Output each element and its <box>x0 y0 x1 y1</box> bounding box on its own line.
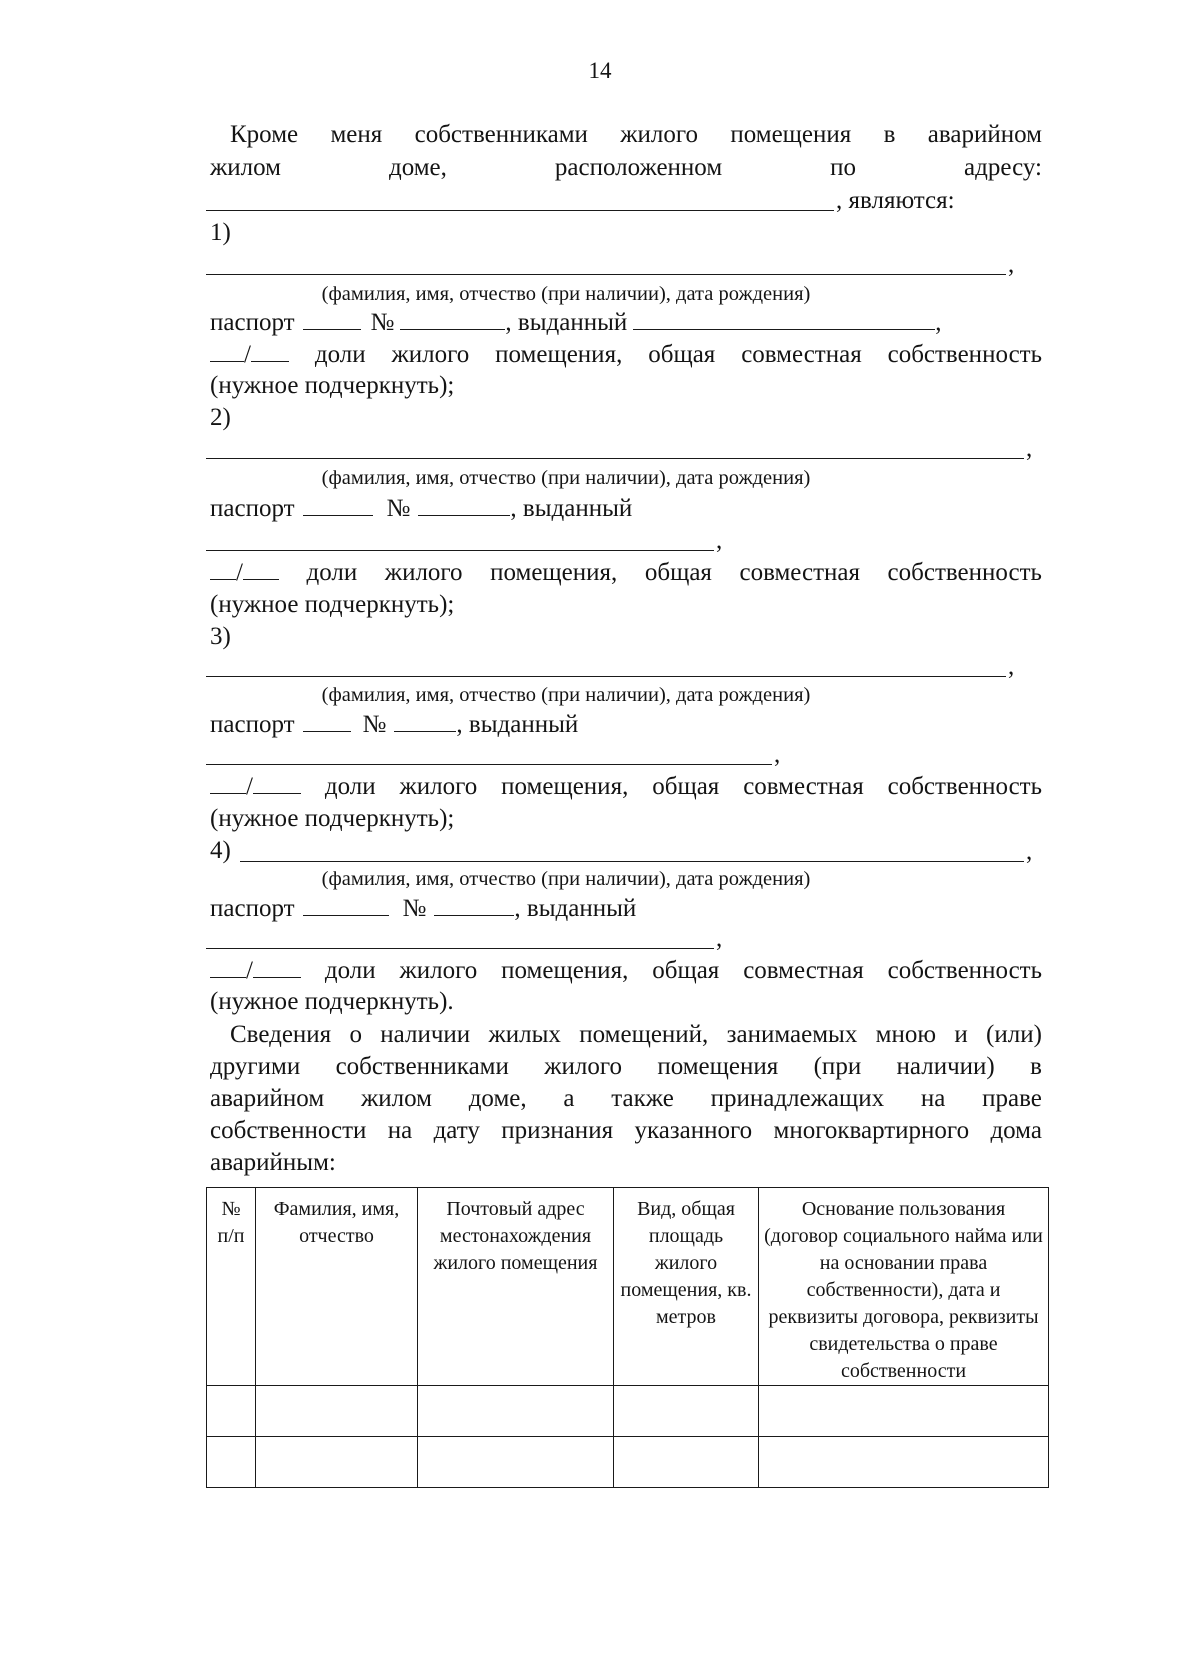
owner-4-name-line <box>240 861 1024 862</box>
info-line-1: Сведения о наличии жилых помещений, занимаемых мною и (или) <box>230 1021 1042 1048</box>
owner-4-caption: (фамилия, имя, отчество (при наличии), дата рождения) <box>321 868 811 890</box>
table-row <box>207 1437 1049 1488</box>
info-line-2: другими собственниками жилого помещения (при наличии) в <box>210 1053 1042 1080</box>
owner-4-passport-line: паспорт № , выданный <box>210 895 637 922</box>
owner-2-caption: (фамилия, имя, отчество (при наличии), дата рождения) <box>321 467 811 489</box>
passport-issuer-blank <box>633 309 935 330</box>
table-cell[interactable] <box>418 1386 614 1437</box>
table-header-row <box>207 1188 1049 1386</box>
owner-4-issuer-line <box>206 948 714 949</box>
owner-1-index: 1) <box>210 219 231 246</box>
col-header-area: Вид, общая площадь жилого помещения, кв. метров <box>614 1188 759 1386</box>
info-line-4: собственности на дату признания указанного многоквартирного дома <box>210 1117 1042 1144</box>
owner-2-note: (нужное подчеркнуть); <box>210 591 455 618</box>
intro-line-2: жилом доме, расположенном по адресу: <box>210 154 1042 181</box>
owner-4-index: 4) <box>210 837 231 864</box>
table-cell[interactable] <box>614 1386 759 1437</box>
page-number: 14 <box>588 58 612 83</box>
owner-1-note: (нужное подчеркнуть); <box>210 372 455 399</box>
owner-1-share-line: / доли жилого помещения, общая совместная собственность <box>210 340 1042 370</box>
owner-2-share-line: / доли жилого помещения, общая совместная собственность <box>210 558 1042 588</box>
are-text: , являются: <box>836 187 955 214</box>
owner-2-index: 2) <box>210 404 231 431</box>
passport-number-blank <box>400 309 505 330</box>
owner-3-issuer-line <box>206 764 772 765</box>
col-header-basis: Основание пользования (договор социального найма или на основании права собственности), дата и реквизиты договора, реквизиты свидетельства о праве собственности <box>759 1188 1049 1386</box>
table-cell[interactable] <box>256 1386 418 1437</box>
owner-3-share-line: / доли жилого помещения, общая совместная собственность <box>210 772 1042 802</box>
col-header-fullname: Фамилия, имя, отчество <box>256 1188 418 1386</box>
owner-3-note: (нужное подчеркнуть); <box>210 805 455 832</box>
info-line-5: аварийным: <box>210 1149 336 1176</box>
owner-3-index: 3) <box>210 623 231 650</box>
owner-4-note: (нужное подчеркнуть). <box>210 988 454 1015</box>
owner-1-name-line <box>206 274 1006 275</box>
owner-2-passport-line: паспорт № , выданный <box>210 495 633 522</box>
owner-2-issuer-line <box>206 550 714 551</box>
owner-1-passport-line: паспорт № , выданный , <box>210 309 942 336</box>
table-cell[interactable] <box>207 1386 256 1437</box>
dwellings-table <box>206 1187 1049 1488</box>
table-cell[interactable] <box>759 1437 1049 1488</box>
table-cell[interactable] <box>614 1437 759 1488</box>
owner-3-caption: (фамилия, имя, отчество (при наличии), дата рождения) <box>321 684 811 706</box>
table-cell[interactable] <box>418 1437 614 1488</box>
info-line-3: аварийном жилом доме, а также принадлежащих на праве <box>210 1085 1042 1112</box>
document-page: 14 Кроме меня собственниками жилого помещения в аварийном жилом доме, расположенном по адресу: , являются: 1) , (фамилия, имя, отчество (при наличии), дата рождения) паспорт № , выданный , / доли жилого помещения, общая совместная собственность (нужное подчеркнуть); 2) , (фамилия, имя, отчество (при наличии), дата рождения) паспорт № , выданный , / доли жилого помещения, общая совместная собственность (нужное подчеркнуть); 3) , (фамилия, имя, отчество (при наличии), дата рождения) паспорт № , выданный , / доли жилого помещения, общая совместная собственность (нужное подчеркнуть); 4) , (фамилия, имя, отчество (при наличии), дата рождения) паспорт № , выданный , / доли жилого помещения, общая совместная собственность (нужное подчеркнуть). Сведения о наличии жилых помещений, занимаемых мною и (или) другими собственниками жилого помещения (при наличии) в аварийном жилом доме, а также принадлежащих на праве собственности на дату признания указанного многоквартирного дома аварийным: № п/п Фамилия, имя, отчество Почтовый адрес местонахождения жилого помещения Вид, общая площадь жилого помещения, кв. метров Основание пользования (договор социального найма или на основании права собственности), дата и реквизиты договора, реквизиты свидетельства о праве собственности <box>0 0 1200 1677</box>
table-cell[interactable] <box>256 1437 418 1488</box>
table-cell[interactable] <box>207 1437 256 1488</box>
table-cell[interactable] <box>759 1386 1049 1437</box>
col-header-number: № п/п <box>207 1188 256 1386</box>
owner-4-share-line: / доли жилого помещения, общая совместная собственность <box>210 956 1042 986</box>
intro-line-1: Кроме меня собственниками жилого помещения в аварийном <box>230 121 1042 148</box>
address-blank-line <box>206 210 834 211</box>
passport-series-blank <box>303 309 361 330</box>
owner-3-passport-line: паспорт № , выданный <box>210 711 579 738</box>
owner-3-name-line <box>206 676 1006 677</box>
col-header-address: Почтовый адрес местонахождения жилого помещения <box>418 1188 614 1386</box>
table-row <box>207 1386 1049 1437</box>
owner-2-name-line <box>206 458 1024 459</box>
owner-1-caption: (фамилия, имя, отчество (при наличии), дата рождения) <box>321 283 811 305</box>
